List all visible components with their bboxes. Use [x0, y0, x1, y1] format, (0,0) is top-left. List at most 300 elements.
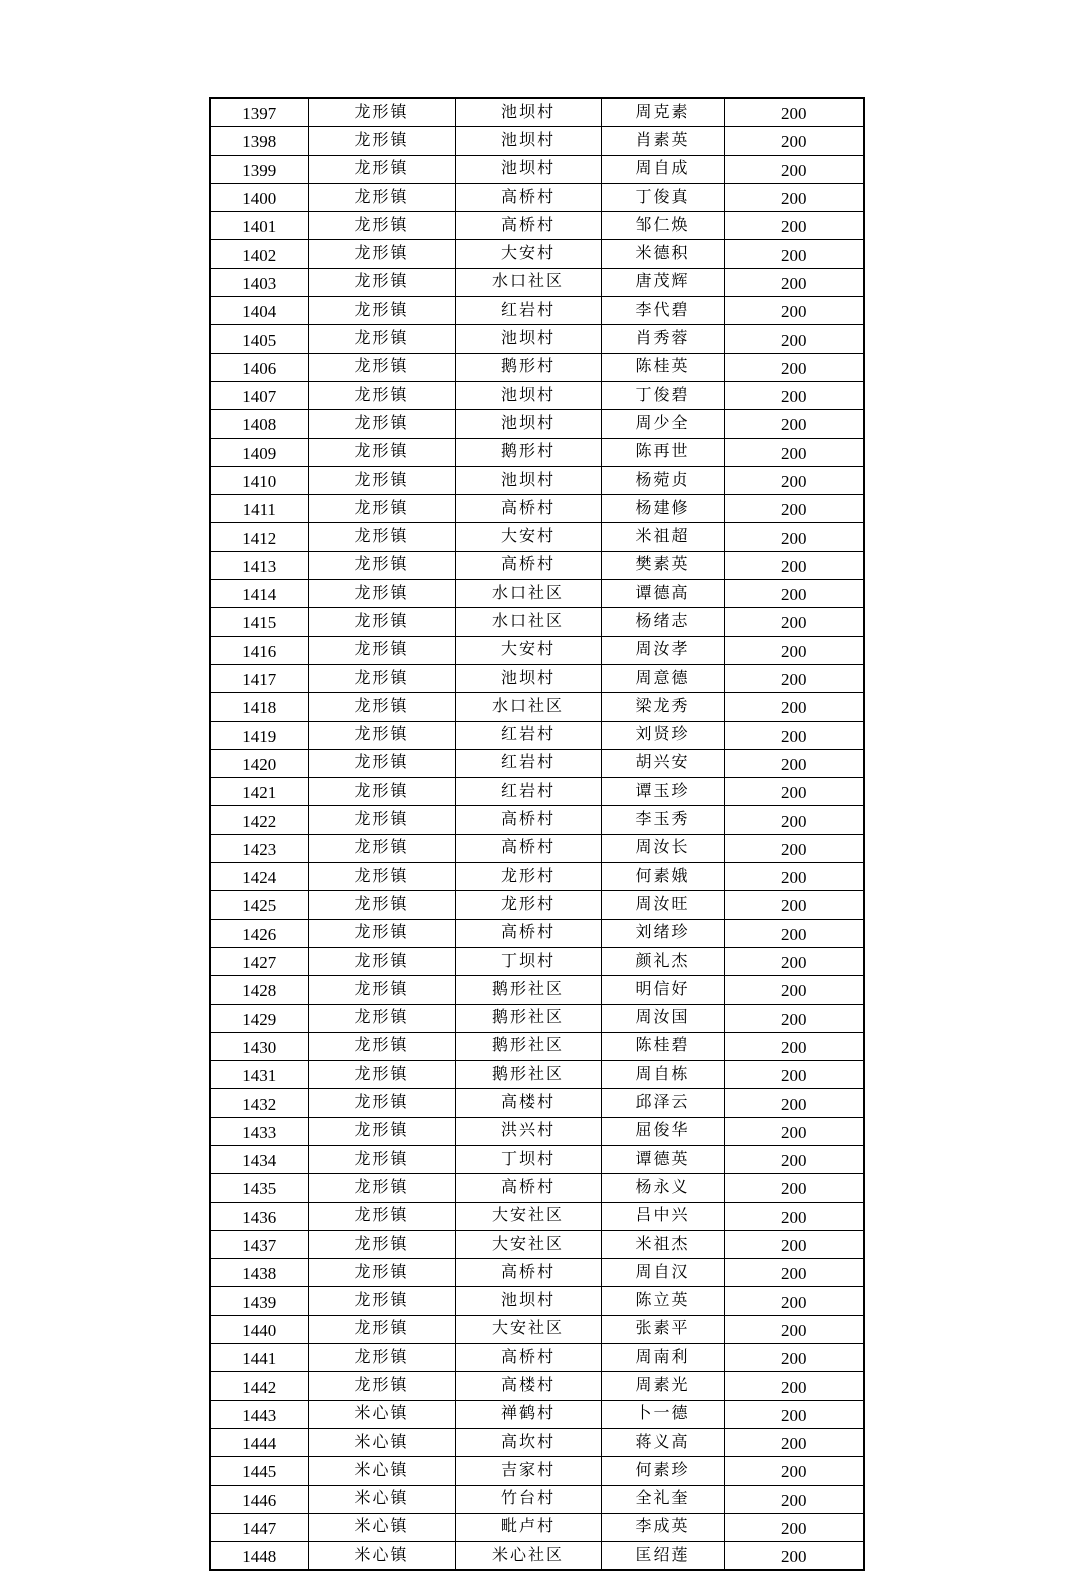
- town-cell: 龙形镇: [308, 947, 455, 975]
- town-cell: 龙形镇: [308, 1004, 455, 1032]
- row-number-cell: 1435: [210, 1174, 308, 1202]
- amount-cell: 200: [724, 947, 864, 975]
- amount-cell: 200: [724, 721, 864, 749]
- table-row: [210, 721, 864, 749]
- amount-cell: 200: [724, 381, 864, 409]
- village-cell: 池坝村: [455, 466, 601, 494]
- town-cell: 龙形镇: [308, 1032, 455, 1060]
- name-cell: 张素平: [601, 1315, 724, 1343]
- row-number-cell: 1421: [210, 778, 308, 806]
- amount-cell: 200: [724, 580, 864, 608]
- name-cell: 陈桂英: [601, 353, 724, 381]
- row-number-cell: 1436: [210, 1202, 308, 1230]
- row-number-cell: 1428: [210, 976, 308, 1004]
- name-cell: 邹仁焕: [601, 212, 724, 240]
- row-number-cell: 1401: [210, 212, 308, 240]
- amount-cell: 200: [724, 693, 864, 721]
- name-cell: 周汝旺: [601, 891, 724, 919]
- name-cell: 肖素英: [601, 127, 724, 155]
- village-cell: 高桥村: [455, 806, 601, 834]
- table-row: [210, 976, 864, 1004]
- village-cell: 高桥村: [455, 1259, 601, 1287]
- amount-cell: 200: [724, 183, 864, 211]
- amount-cell: 200: [724, 325, 864, 353]
- table-row: [210, 98, 864, 127]
- name-cell: 周汝孝: [601, 636, 724, 664]
- amount-cell: 200: [724, 1032, 864, 1060]
- village-cell: 高桥村: [455, 183, 601, 211]
- amount-cell: 200: [724, 1259, 864, 1287]
- village-cell: 吉家村: [455, 1457, 601, 1485]
- table-row: [210, 1145, 864, 1173]
- name-cell: 吕中兴: [601, 1202, 724, 1230]
- row-number-cell: 1411: [210, 495, 308, 523]
- town-cell: 龙形镇: [308, 919, 455, 947]
- table-row: [210, 863, 864, 891]
- name-cell: 周自栋: [601, 1061, 724, 1089]
- amount-cell: 200: [724, 551, 864, 579]
- town-cell: 龙形镇: [308, 1344, 455, 1372]
- town-cell: 龙形镇: [308, 268, 455, 296]
- village-cell: 高坎村: [455, 1428, 601, 1456]
- town-cell: 龙形镇: [308, 466, 455, 494]
- town-cell: 龙形镇: [308, 240, 455, 268]
- row-number-cell: 1397: [210, 98, 308, 127]
- amount-cell: 200: [724, 1315, 864, 1343]
- table-row: [210, 1542, 864, 1571]
- table-row: [210, 664, 864, 692]
- table-row: [210, 325, 864, 353]
- amount-cell: 200: [724, 1513, 864, 1541]
- row-number-cell: 1416: [210, 636, 308, 664]
- name-cell: 杨菀贞: [601, 466, 724, 494]
- table-row: [210, 1344, 864, 1372]
- table-row: [210, 778, 864, 806]
- village-cell: 水口社区: [455, 608, 601, 636]
- town-cell: 龙形镇: [308, 523, 455, 551]
- village-cell: 洪兴村: [455, 1117, 601, 1145]
- amount-cell: 200: [724, 466, 864, 494]
- table-row: [210, 551, 864, 579]
- town-cell: 龙形镇: [308, 381, 455, 409]
- row-number-cell: 1418: [210, 693, 308, 721]
- amount-cell: 200: [724, 636, 864, 664]
- table-row: [210, 919, 864, 947]
- name-cell: 卜一德: [601, 1400, 724, 1428]
- name-cell: 唐茂辉: [601, 268, 724, 296]
- table-row: [210, 636, 864, 664]
- row-number-cell: 1417: [210, 664, 308, 692]
- town-cell: 龙形镇: [308, 1174, 455, 1202]
- table-row: [210, 1117, 864, 1145]
- table-row: [210, 1032, 864, 1060]
- town-cell: 龙形镇: [308, 636, 455, 664]
- amount-cell: 200: [724, 495, 864, 523]
- amount-cell: 200: [724, 1202, 864, 1230]
- name-cell: 匡绍莲: [601, 1542, 724, 1571]
- row-number-cell: 1405: [210, 325, 308, 353]
- row-number-cell: 1419: [210, 721, 308, 749]
- village-cell: 高桥村: [455, 551, 601, 579]
- village-cell: 高桥村: [455, 834, 601, 862]
- row-number-cell: 1446: [210, 1485, 308, 1513]
- name-cell: 何素娥: [601, 863, 724, 891]
- table-row: [210, 466, 864, 494]
- table-row: [210, 947, 864, 975]
- row-number-cell: 1402: [210, 240, 308, 268]
- town-cell: 米心镇: [308, 1400, 455, 1428]
- amount-cell: 200: [724, 1117, 864, 1145]
- town-cell: 米心镇: [308, 1542, 455, 1571]
- row-number-cell: 1430: [210, 1032, 308, 1060]
- row-number-cell: 1434: [210, 1145, 308, 1173]
- table-row: [210, 381, 864, 409]
- row-number-cell: 1422: [210, 806, 308, 834]
- row-number-cell: 1413: [210, 551, 308, 579]
- name-cell: 蒋义高: [601, 1428, 724, 1456]
- amount-cell: 200: [724, 664, 864, 692]
- village-cell: 水口社区: [455, 268, 601, 296]
- amount-cell: 200: [724, 353, 864, 381]
- table-row: [210, 834, 864, 862]
- name-cell: 樊素英: [601, 551, 724, 579]
- village-cell: 水口社区: [455, 580, 601, 608]
- amount-cell: 200: [724, 523, 864, 551]
- village-cell: 大安社区: [455, 1202, 601, 1230]
- town-cell: 龙形镇: [308, 325, 455, 353]
- table-row: [210, 1230, 864, 1258]
- table-row: [210, 1089, 864, 1117]
- village-cell: 丁坝村: [455, 947, 601, 975]
- amount-cell: 200: [724, 1230, 864, 1258]
- row-number-cell: 1410: [210, 466, 308, 494]
- amount-cell: 200: [724, 1287, 864, 1315]
- town-cell: 龙形镇: [308, 1061, 455, 1089]
- town-cell: 龙形镇: [308, 183, 455, 211]
- table-row: [210, 1315, 864, 1343]
- table-row: [210, 410, 864, 438]
- town-cell: 龙形镇: [308, 212, 455, 240]
- town-cell: 米心镇: [308, 1457, 455, 1485]
- row-number-cell: 1441: [210, 1344, 308, 1372]
- village-cell: 大安社区: [455, 1315, 601, 1343]
- table-row: [210, 1287, 864, 1315]
- town-cell: 龙形镇: [308, 353, 455, 381]
- amount-cell: 200: [724, 863, 864, 891]
- row-number-cell: 1427: [210, 947, 308, 975]
- amount-cell: 200: [724, 1400, 864, 1428]
- amount-cell: 200: [724, 1004, 864, 1032]
- village-cell: 池坝村: [455, 325, 601, 353]
- name-cell: 丁俊真: [601, 183, 724, 211]
- row-number-cell: 1444: [210, 1428, 308, 1456]
- amount-cell: 200: [724, 1061, 864, 1089]
- table-row: [210, 183, 864, 211]
- row-number-cell: 1445: [210, 1457, 308, 1485]
- town-cell: 龙形镇: [308, 1202, 455, 1230]
- town-cell: 龙形镇: [308, 1117, 455, 1145]
- village-cell: 池坝村: [455, 381, 601, 409]
- table-row: [210, 297, 864, 325]
- table-row: [210, 1061, 864, 1089]
- row-number-cell: 1432: [210, 1089, 308, 1117]
- name-cell: 陈再世: [601, 438, 724, 466]
- town-cell: 龙形镇: [308, 1230, 455, 1258]
- row-number-cell: 1425: [210, 891, 308, 919]
- row-number-cell: 1404: [210, 297, 308, 325]
- village-cell: 池坝村: [455, 1287, 601, 1315]
- amount-cell: 200: [724, 98, 864, 127]
- village-cell: 高楼村: [455, 1372, 601, 1400]
- row-number-cell: 1448: [210, 1542, 308, 1571]
- row-number-cell: 1408: [210, 410, 308, 438]
- name-cell: 周克素: [601, 98, 724, 127]
- row-number-cell: 1409: [210, 438, 308, 466]
- village-cell: 高桥村: [455, 1344, 601, 1372]
- name-cell: 明信好: [601, 976, 724, 1004]
- name-cell: 周素光: [601, 1372, 724, 1400]
- amount-cell: 200: [724, 608, 864, 636]
- amount-cell: 200: [724, 1457, 864, 1485]
- table-row: [210, 749, 864, 777]
- table-row: [210, 1428, 864, 1456]
- allowance-roster-table: [209, 97, 865, 1571]
- table-row: [210, 1457, 864, 1485]
- town-cell: 龙形镇: [308, 1259, 455, 1287]
- row-number-cell: 1398: [210, 127, 308, 155]
- row-number-cell: 1400: [210, 183, 308, 211]
- row-number-cell: 1424: [210, 863, 308, 891]
- amount-cell: 200: [724, 749, 864, 777]
- village-cell: 红岩村: [455, 778, 601, 806]
- name-cell: 周汝长: [601, 834, 724, 862]
- village-cell: 高桥村: [455, 495, 601, 523]
- amount-cell: 200: [724, 438, 864, 466]
- town-cell: 龙形镇: [308, 580, 455, 608]
- table-row: [210, 495, 864, 523]
- town-cell: 龙形镇: [308, 1287, 455, 1315]
- town-cell: 龙形镇: [308, 127, 455, 155]
- village-cell: 鹅形社区: [455, 1032, 601, 1060]
- village-cell: 米心社区: [455, 1542, 601, 1571]
- town-cell: 米心镇: [308, 1485, 455, 1513]
- name-cell: 全礼奎: [601, 1485, 724, 1513]
- village-cell: 鹅形村: [455, 353, 601, 381]
- table-row: [210, 1400, 864, 1428]
- name-cell: 周南利: [601, 1344, 724, 1372]
- row-number-cell: 1423: [210, 834, 308, 862]
- name-cell: 杨绪志: [601, 608, 724, 636]
- village-cell: 红岩村: [455, 297, 601, 325]
- village-cell: 鹅形村: [455, 438, 601, 466]
- village-cell: 高桥村: [455, 1174, 601, 1202]
- name-cell: 周汝国: [601, 1004, 724, 1032]
- town-cell: 龙形镇: [308, 664, 455, 692]
- town-cell: 龙形镇: [308, 778, 455, 806]
- town-cell: 龙形镇: [308, 1089, 455, 1117]
- row-number-cell: 1439: [210, 1287, 308, 1315]
- village-cell: 鹅形社区: [455, 1004, 601, 1032]
- town-cell: 龙形镇: [308, 438, 455, 466]
- name-cell: 周自汉: [601, 1259, 724, 1287]
- name-cell: 陈立英: [601, 1287, 724, 1315]
- table-row: [210, 1202, 864, 1230]
- village-cell: 红岩村: [455, 721, 601, 749]
- row-number-cell: 1414: [210, 580, 308, 608]
- town-cell: 龙形镇: [308, 749, 455, 777]
- row-number-cell: 1442: [210, 1372, 308, 1400]
- amount-cell: 200: [724, 891, 864, 919]
- town-cell: 米心镇: [308, 1513, 455, 1541]
- name-cell: 周意德: [601, 664, 724, 692]
- village-cell: 大安村: [455, 636, 601, 664]
- name-cell: 谭德高: [601, 580, 724, 608]
- village-cell: 鹅形社区: [455, 976, 601, 1004]
- table-row: [210, 1372, 864, 1400]
- name-cell: 陈桂碧: [601, 1032, 724, 1060]
- row-number-cell: 1412: [210, 523, 308, 551]
- row-number-cell: 1431: [210, 1061, 308, 1089]
- amount-cell: 200: [724, 834, 864, 862]
- town-cell: 龙形镇: [308, 693, 455, 721]
- amount-cell: 200: [724, 155, 864, 183]
- village-cell: 池坝村: [455, 98, 601, 127]
- amount-cell: 200: [724, 976, 864, 1004]
- amount-cell: 200: [724, 919, 864, 947]
- table-row: [210, 1485, 864, 1513]
- table-row: [210, 127, 864, 155]
- amount-cell: 200: [724, 1372, 864, 1400]
- name-cell: 颜礼杰: [601, 947, 724, 975]
- row-number-cell: 1437: [210, 1230, 308, 1258]
- row-number-cell: 1407: [210, 381, 308, 409]
- table-row: [210, 1174, 864, 1202]
- row-number-cell: 1420: [210, 749, 308, 777]
- table-row: [210, 580, 864, 608]
- row-number-cell: 1403: [210, 268, 308, 296]
- table-row: [210, 891, 864, 919]
- table-row: [210, 693, 864, 721]
- village-cell: 池坝村: [455, 127, 601, 155]
- village-cell: 鹅形社区: [455, 1061, 601, 1089]
- village-cell: 竹台村: [455, 1485, 601, 1513]
- amount-cell: 200: [724, 1089, 864, 1117]
- name-cell: 杨建修: [601, 495, 724, 523]
- name-cell: 何素珍: [601, 1457, 724, 1485]
- name-cell: 胡兴安: [601, 749, 724, 777]
- town-cell: 龙形镇: [308, 806, 455, 834]
- name-cell: 李成英: [601, 1513, 724, 1541]
- town-cell: 龙形镇: [308, 608, 455, 636]
- name-cell: 周少全: [601, 410, 724, 438]
- row-number-cell: 1440: [210, 1315, 308, 1343]
- village-cell: 红岩村: [455, 749, 601, 777]
- town-cell: 龙形镇: [308, 721, 455, 749]
- town-cell: 龙形镇: [308, 1372, 455, 1400]
- town-cell: 龙形镇: [308, 495, 455, 523]
- row-number-cell: 1406: [210, 353, 308, 381]
- village-cell: 龙形村: [455, 863, 601, 891]
- table-row: [210, 268, 864, 296]
- amount-cell: 200: [724, 1428, 864, 1456]
- name-cell: 米祖超: [601, 523, 724, 551]
- town-cell: 龙形镇: [308, 410, 455, 438]
- town-cell: 龙形镇: [308, 863, 455, 891]
- table-row: [210, 1513, 864, 1541]
- name-cell: 李代碧: [601, 297, 724, 325]
- row-number-cell: 1433: [210, 1117, 308, 1145]
- name-cell: 屈俊华: [601, 1117, 724, 1145]
- name-cell: 邱泽云: [601, 1089, 724, 1117]
- name-cell: 刘贤珍: [601, 721, 724, 749]
- village-cell: 毗卢村: [455, 1513, 601, 1541]
- town-cell: 龙形镇: [308, 891, 455, 919]
- table-row: [210, 212, 864, 240]
- table-body: [210, 98, 864, 1570]
- row-number-cell: 1447: [210, 1513, 308, 1541]
- row-number-cell: 1438: [210, 1259, 308, 1287]
- table-row: [210, 523, 864, 551]
- name-cell: 肖秀蓉: [601, 325, 724, 353]
- amount-cell: 200: [724, 778, 864, 806]
- name-cell: 米德积: [601, 240, 724, 268]
- village-cell: 大安村: [455, 240, 601, 268]
- town-cell: 龙形镇: [308, 551, 455, 579]
- village-cell: 大安社区: [455, 1230, 601, 1258]
- amount-cell: 200: [724, 297, 864, 325]
- table-row: [210, 1259, 864, 1287]
- name-cell: 丁俊碧: [601, 381, 724, 409]
- village-cell: 池坝村: [455, 155, 601, 183]
- row-number-cell: 1426: [210, 919, 308, 947]
- amount-cell: 200: [724, 1542, 864, 1571]
- row-number-cell: 1429: [210, 1004, 308, 1032]
- name-cell: 杨永义: [601, 1174, 724, 1202]
- row-number-cell: 1399: [210, 155, 308, 183]
- amount-cell: 200: [724, 127, 864, 155]
- town-cell: 龙形镇: [308, 834, 455, 862]
- town-cell: 米心镇: [308, 1428, 455, 1456]
- name-cell: 刘绪珍: [601, 919, 724, 947]
- name-cell: 李玉秀: [601, 806, 724, 834]
- village-cell: 高桥村: [455, 212, 601, 240]
- table-row: [210, 240, 864, 268]
- village-cell: 池坝村: [455, 664, 601, 692]
- village-cell: 高桥村: [455, 919, 601, 947]
- name-cell: 谭玉珍: [601, 778, 724, 806]
- table-row: [210, 1004, 864, 1032]
- amount-cell: 200: [724, 212, 864, 240]
- table-row: [210, 608, 864, 636]
- town-cell: 龙形镇: [308, 1315, 455, 1343]
- village-cell: 高楼村: [455, 1089, 601, 1117]
- table-row: [210, 806, 864, 834]
- name-cell: 梁龙秀: [601, 693, 724, 721]
- town-cell: 龙形镇: [308, 98, 455, 127]
- town-cell: 龙形镇: [308, 155, 455, 183]
- name-cell: 谭德英: [601, 1145, 724, 1173]
- village-cell: 大安村: [455, 523, 601, 551]
- village-cell: 水口社区: [455, 693, 601, 721]
- amount-cell: 200: [724, 1485, 864, 1513]
- amount-cell: 200: [724, 1174, 864, 1202]
- amount-cell: 200: [724, 806, 864, 834]
- row-number-cell: 1415: [210, 608, 308, 636]
- amount-cell: 200: [724, 410, 864, 438]
- village-cell: 龙形村: [455, 891, 601, 919]
- village-cell: 池坝村: [455, 410, 601, 438]
- name-cell: 米祖杰: [601, 1230, 724, 1258]
